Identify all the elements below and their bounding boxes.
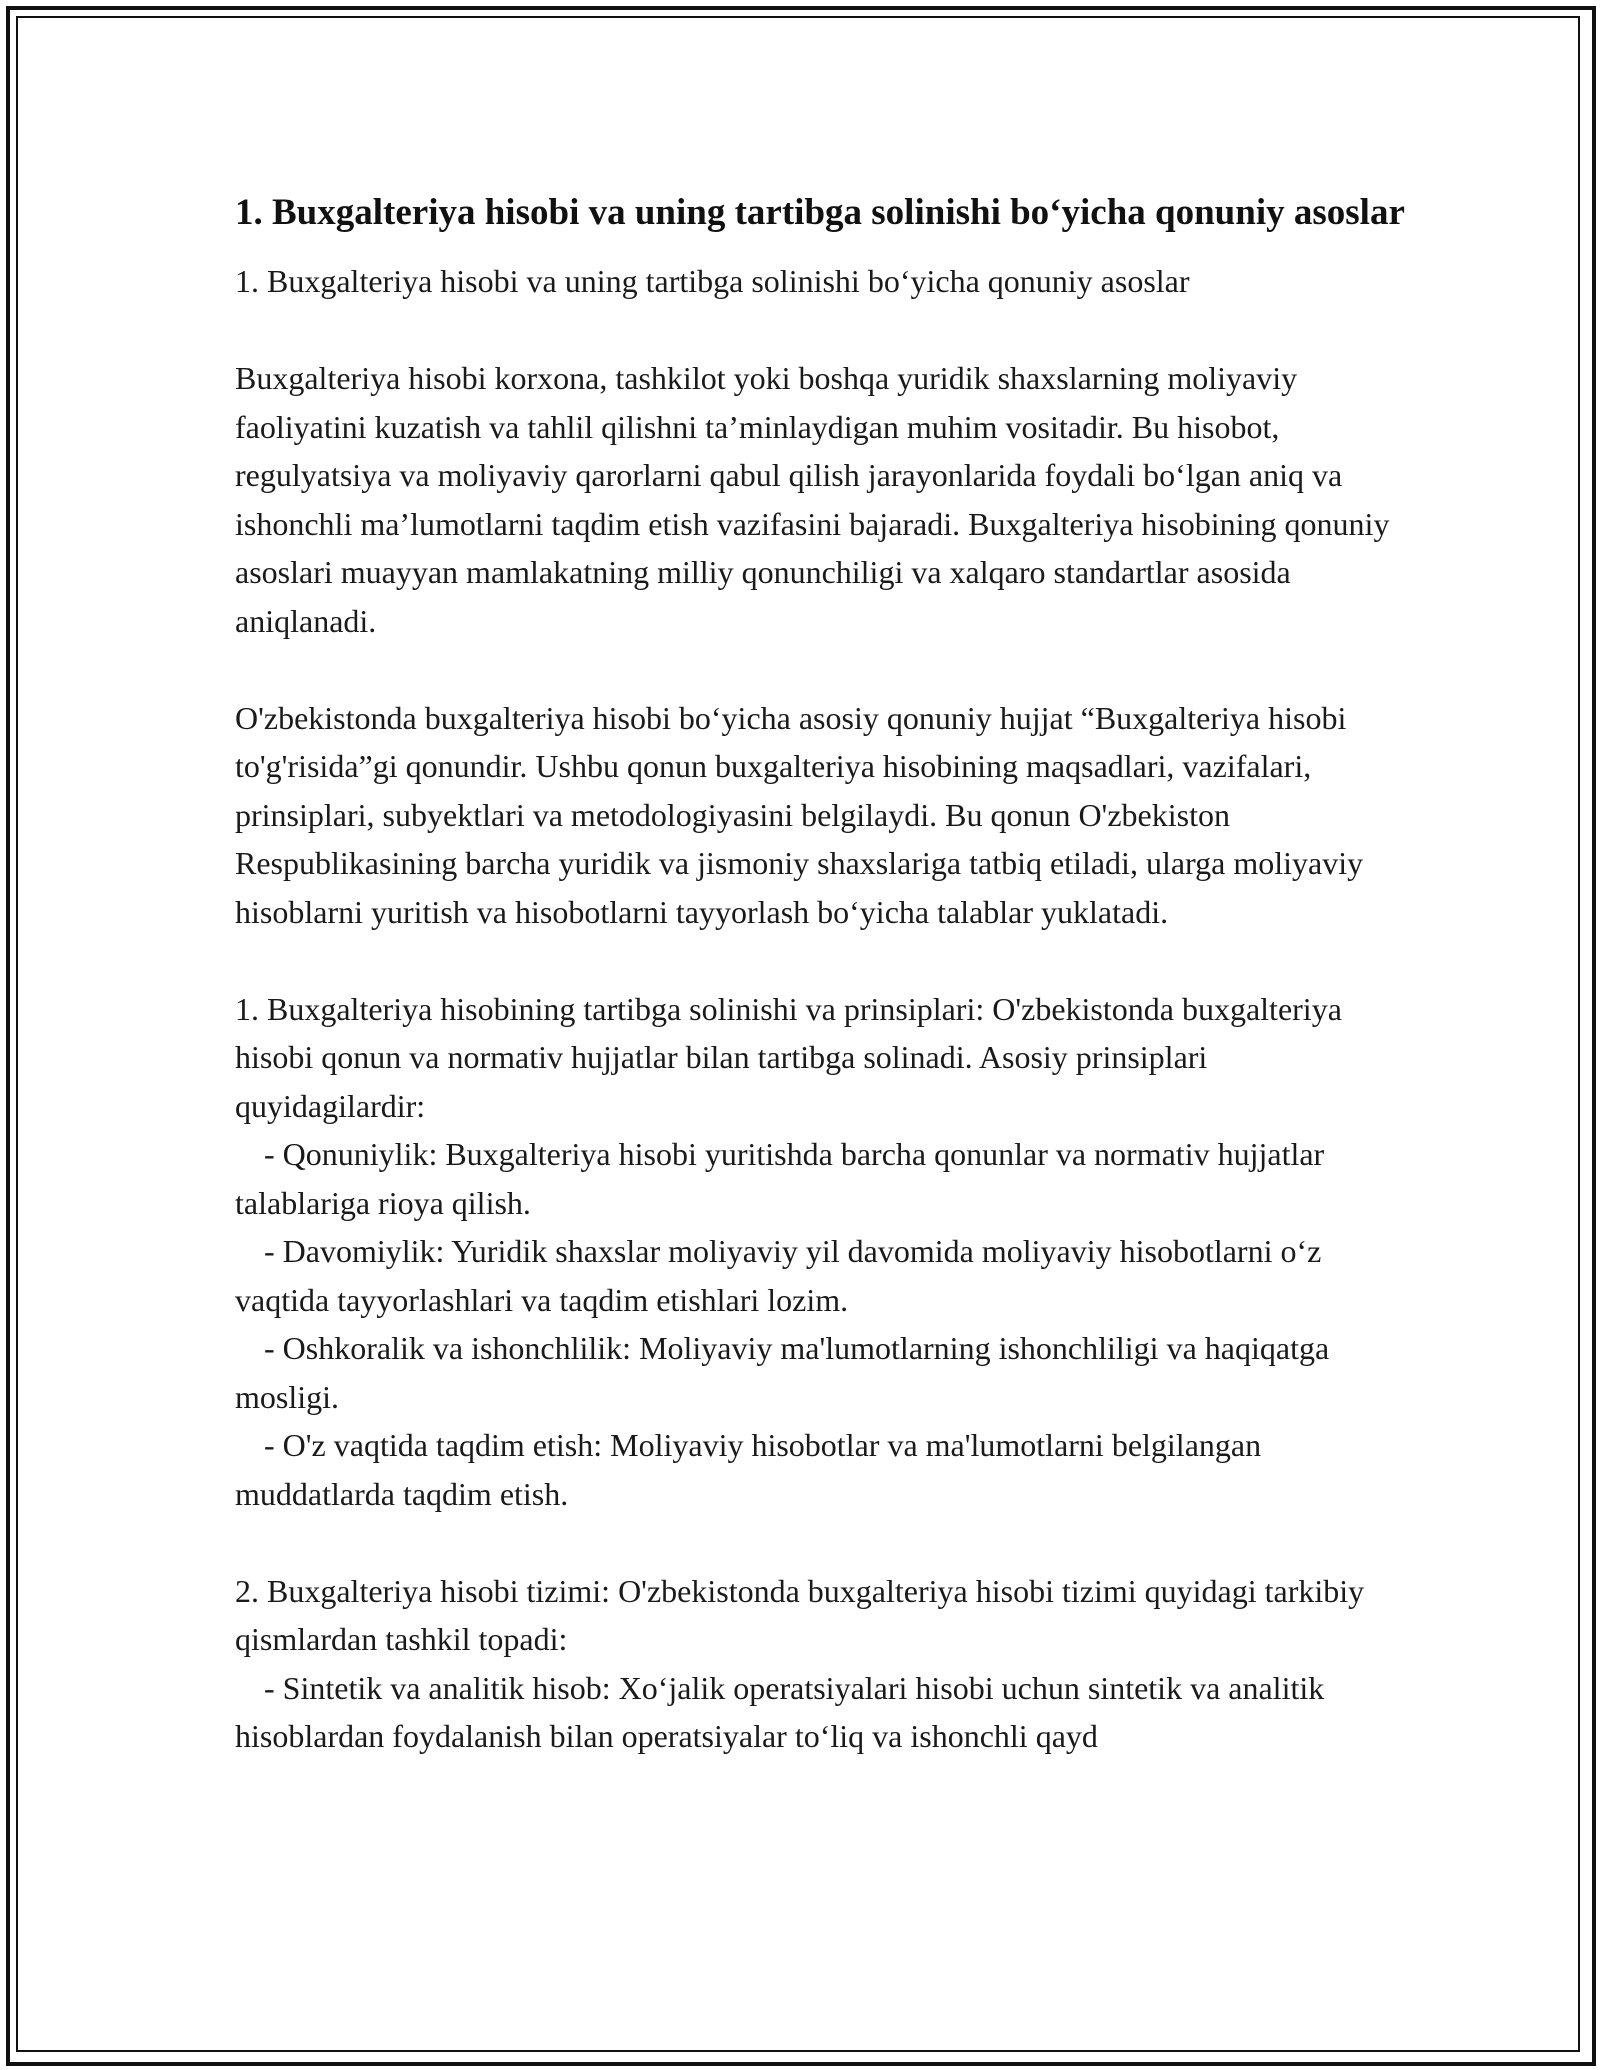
paragraph-intro: Buxgalteriya hisobi korxona, tashkilot yoki boshqa yuridik shaxslarning moliyaviy faoliyatini kuzatish va tahlil qilishni ta’minlaydigan muhim vositadir. Bu hisobot, regulyatsiya va moliyaviy qarorlarni qabul qilish jarayonlarida foydali bo‘lgan aniq va ishonchli ma’lumotlarni taqdim etish vazifasini bajaradi. Buxgalteriya hisobining qonuniy asoslari muayyan mamlakatning milliy qonunchiligi va xalqaro standartlar asosida aniqlanadi. — [235, 360, 1390, 639]
list-item: - O'z vaqtida taqdim etish: Moliyaviy hisobotlar va ma'lumotlarni belgilangan muddatlarda taqdim etish. — [235, 1427, 1262, 1512]
section-principles — [235, 985, 1405, 1519]
document-title: 1. Buxgalteriya hisobi va uning tartibga solinishi bo‘yicha qonuniy asoslar — [235, 192, 1405, 233]
paragraph-law: O'zbekistonda buxgalteriya hisobi bo‘yicha asosiy qonuniy hujjat “Buxgalteriya hisobi to'g'risida”gi qonundir. Ushbu qonun buxgalteriya hisobining maqsadlari, vazifalari, prinsiplari, subyektlari va metodologiyasini belgilaydi. Bu qonun O'zbekiston Respublikasining barcha yuridik va jismoniy shaxslariga tatbiq etiladi, ularga moliyaviy hisoblarni yuritish va hisobotlarni tayyorlash bo‘yicha talablar yuklatadi. — [235, 699, 1364, 930]
list-item: - Sintetik va analitik hisob: Xo‘jalik operatsiyalari hisobi uchun sintetik va analitik hisoblardan foydalanish bilan operatsiyalar to‘liq va ishonchli qayd — [235, 1669, 1325, 1754]
section-principles-intro: 1. Buxgalteriya hisobining tartibga solinishi va prinsiplari: O'zbekistonda buxgalteriya hisobi qonun va normativ hujjatlar bilan tartibga solinadi. Asosiy prinsiplari quyidagilardir: — [235, 990, 1342, 1124]
document-subtitle: 1. Buxgalteriya hisobi va uning tartibga solinishi bo‘yicha qonuniy asoslar — [235, 263, 1190, 299]
section-system — [235, 1567, 1405, 1761]
list-item: - Davomiylik: Yuridik shaxslar moliyaviy yil davomida moliyaviy hisobotlarni o‘z vaqtida tayyorlashlari va taqdim etishlari lozim. — [235, 1233, 1322, 1318]
section-system-intro: 2. Buxgalteriya hisobi tizimi: O'zbekistonda buxgalteriya hisobi tizimi quyidagi tarkibiy qismlardan tashkil topadi: — [235, 1572, 1365, 1657]
document-body — [235, 185, 1405, 1809]
list-item: - Oshkoralik va ishonchlilik: Moliyaviy ma'lumotlarning ishonchliligi va haqiqatga mosligi. — [235, 1330, 1330, 1415]
list-item: - Qonuniylik: Buxgalteriya hisobi yuritishda barcha qonunlar va normativ hujjatlar talablariga rioya qilish. — [235, 1136, 1325, 1221]
